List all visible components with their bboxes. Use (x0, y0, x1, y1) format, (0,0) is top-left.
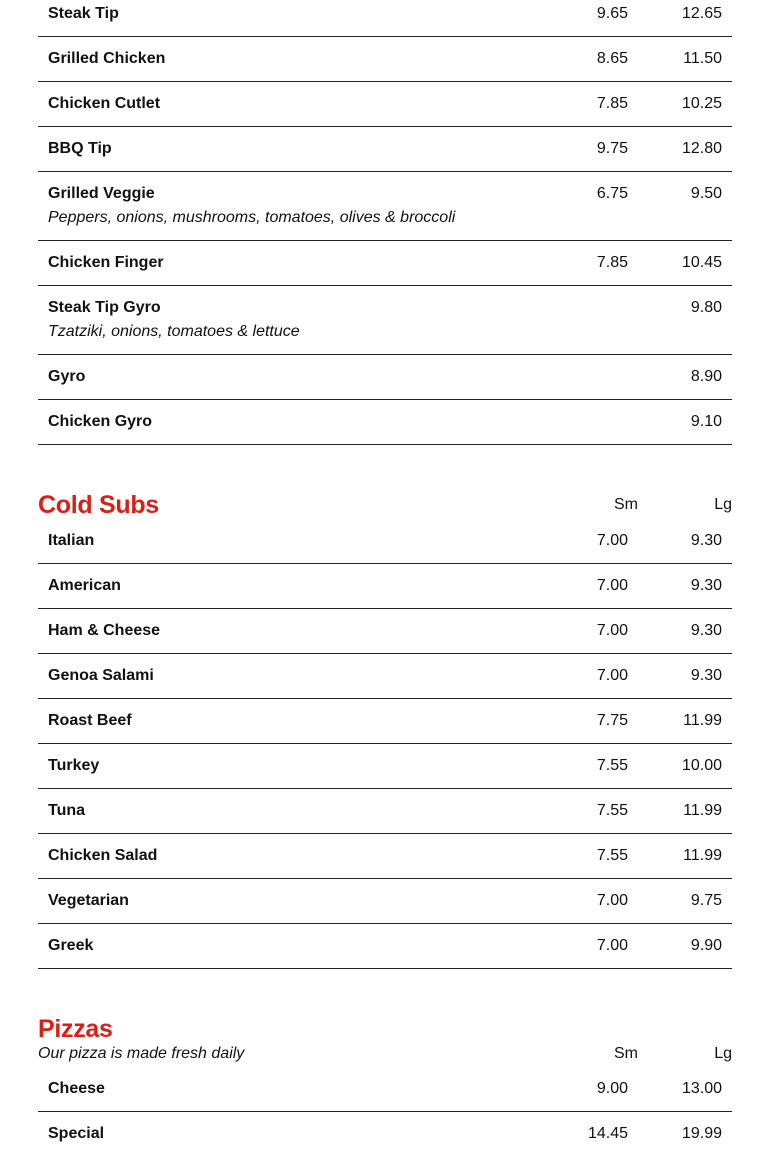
item-price-large: 11.99 (683, 802, 722, 819)
list-item (38, 834, 732, 879)
list-item (38, 82, 732, 127)
item-name: Chicken Finger (48, 254, 164, 271)
item-price-large: 9.50 (690, 185, 722, 202)
item-price-large: 12.80 (681, 140, 722, 157)
item-price-large: 11.99 (683, 712, 722, 729)
list-item (38, 519, 732, 564)
list-item (38, 0, 732, 37)
cold-subs-header (38, 490, 732, 520)
list-item (38, 127, 732, 172)
item-name: Steak Tip Gyro (48, 299, 161, 316)
item-name: Tuna (48, 802, 86, 819)
item-price-large: 9.30 (690, 532, 722, 549)
list-item (38, 1067, 732, 1112)
item-price-large: 12.65 (681, 5, 722, 22)
item-price-small: 7.00 (596, 577, 628, 594)
item-name: Italian (48, 532, 95, 549)
item-name: Chicken Gyro (48, 413, 153, 430)
item-price-large: 9.80 (690, 299, 722, 316)
item-price-large: 10.25 (681, 95, 722, 112)
column-header-large: Lg (714, 1045, 732, 1062)
item-price-large: 9.30 (690, 667, 722, 684)
column-header-large: Lg (714, 496, 732, 513)
item-price-large: 13.00 (681, 1080, 722, 1097)
item-price-small: 9.65 (596, 5, 628, 22)
item-name: Genoa Salami (48, 667, 154, 684)
list-item (38, 654, 732, 699)
item-price-large: 8.90 (690, 368, 722, 385)
item-name: Ham & Cheese (48, 622, 161, 639)
section-subtitle: Our pizza is made fresh daily (38, 1045, 245, 1062)
item-price-small: 7.55 (596, 757, 628, 774)
list-item (38, 172, 732, 241)
pizzas-header (38, 1014, 732, 1066)
item-price-small: 7.00 (596, 937, 628, 954)
item-price-large: 9.30 (690, 577, 722, 594)
item-price-large: 19.99 (681, 1125, 722, 1142)
section-title: Cold Subs (38, 491, 159, 519)
item-name: Gyro (48, 368, 86, 385)
item-name: Special (48, 1125, 105, 1142)
section-title: Pizzas (38, 1015, 113, 1043)
item-name: American (48, 577, 121, 594)
column-header-small: Sm (614, 496, 638, 513)
item-price-large: 11.99 (683, 847, 722, 864)
item-name: Chicken Salad (48, 847, 158, 864)
list-item (38, 879, 732, 924)
item-price-large: 9.10 (690, 413, 722, 430)
item-price-large: 9.90 (690, 937, 722, 954)
item-name: Grilled Chicken (48, 50, 166, 67)
item-price-large: 10.45 (681, 254, 722, 271)
item-name: Vegetarian (48, 892, 129, 909)
list-item (38, 286, 732, 355)
list-item (38, 400, 732, 445)
item-name: Turkey (48, 757, 100, 774)
list-item (38, 699, 732, 744)
list-item (38, 924, 732, 969)
item-price-large: 10.00 (681, 757, 722, 774)
list-item (38, 1112, 732, 1149)
item-description: Peppers, onions, mushrooms, tomatoes, olives & broccoli (48, 209, 456, 226)
item-name: Chicken Cutlet (48, 95, 161, 112)
item-price-small: 6.75 (596, 185, 628, 202)
item-price-small: 9.00 (596, 1080, 628, 1097)
item-name: BBQ Tip (48, 140, 112, 157)
item-price-small: 7.00 (596, 892, 628, 909)
item-price-small: 7.55 (596, 847, 628, 864)
item-name: Cheese (48, 1080, 105, 1097)
item-price-small: 7.75 (596, 712, 628, 729)
item-price-small: 7.55 (596, 802, 628, 819)
item-price-small: 14.45 (587, 1125, 628, 1142)
item-price-small: 7.00 (596, 532, 628, 549)
item-description: Tzatziki, onions, tomatoes & lettuce (48, 323, 300, 340)
item-price-large: 9.30 (690, 622, 722, 639)
item-price-small: 8.65 (596, 50, 628, 67)
list-item (38, 744, 732, 789)
list-item (38, 241, 732, 286)
item-price-small: 7.85 (596, 254, 628, 271)
list-item (38, 789, 732, 834)
item-price-small: 7.00 (596, 622, 628, 639)
item-price-small: 9.75 (596, 140, 628, 157)
item-name: Steak Tip (48, 5, 119, 22)
item-price-large: 11.50 (683, 50, 722, 67)
list-item (38, 564, 732, 609)
item-name: Grilled Veggie (48, 185, 155, 202)
list-item (38, 355, 732, 400)
list-item (38, 609, 732, 654)
item-price-small: 7.85 (596, 95, 628, 112)
column-header-small: Sm (614, 1045, 638, 1062)
item-name: Greek (48, 937, 94, 954)
item-price-large: 9.75 (690, 892, 722, 909)
list-item (38, 37, 732, 82)
item-name: Roast Beef (48, 712, 132, 729)
item-price-small: 7.00 (596, 667, 628, 684)
